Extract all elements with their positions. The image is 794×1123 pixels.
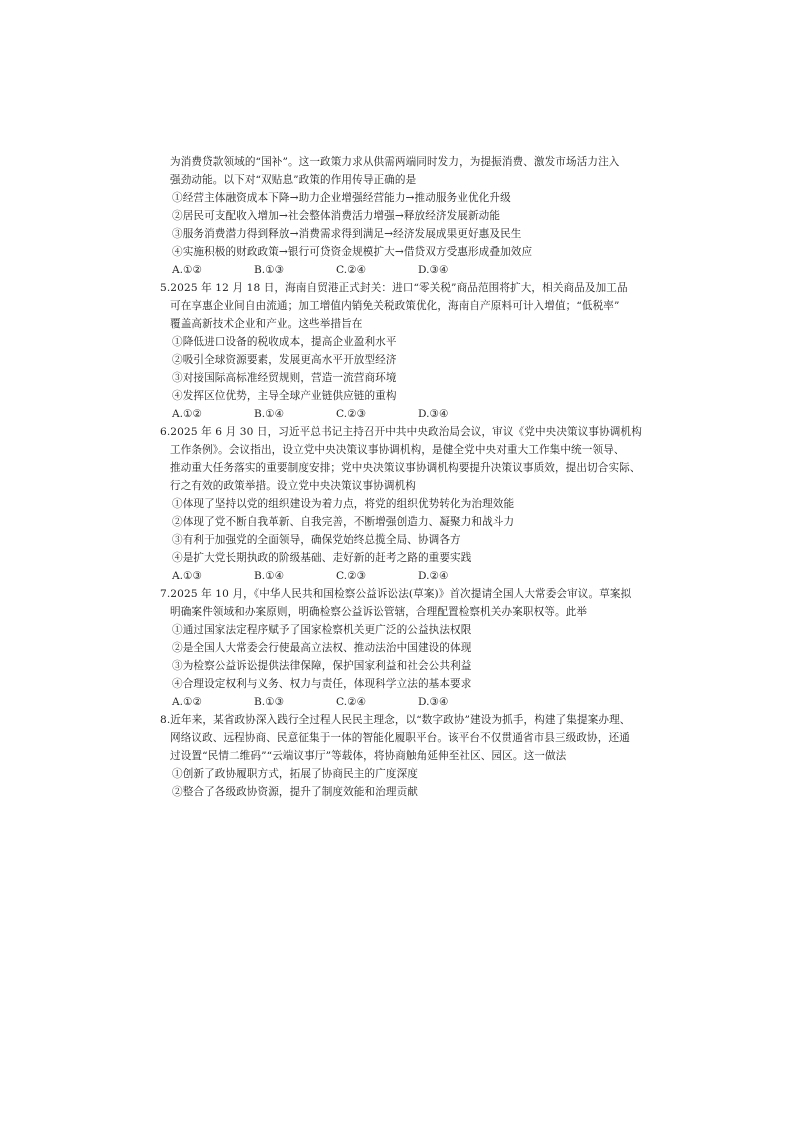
q5-option: ④发挥区位优势，主导全球产业链供应链的重构 — [172, 390, 397, 402]
q7-stem-line: 7.2025 年 10 月，《中华人民共和国检察公益诉讼法(草案)》首次提请全国人大常委会审议。草案拟 — [160, 588, 632, 600]
q7-choice-a: A.①② — [172, 696, 203, 708]
q6-choice-c: C.②③ — [336, 570, 367, 582]
q6-choice-b: B.①④ — [254, 570, 285, 582]
q7-stem-line: 明确案件领域和办案原则，明确检察公益诉讼管辖，合理配置检察机关办案职权等。此举 — [170, 606, 588, 618]
q5-choice-d: D.③④ — [418, 408, 449, 420]
q6-option: ④是扩大党长期执政的阶级基础、走好新的赶考之路的重要实践 — [172, 552, 472, 564]
q4-choice-c: C.②④ — [336, 264, 367, 276]
q6-option: ③有利于加强党的全面领导，确保党始终总揽全局、协调各方 — [172, 534, 461, 546]
q4-option: ④实施积极的财政政策→银行可贷资金规模扩大→借贷双方受惠形成叠加效应 — [172, 246, 533, 258]
q5-option: ③对接国际高标准经贸规则，营造一流营商环境 — [172, 372, 397, 384]
q4-stem-line: 强劲动能。以下对“双贴息”政策的作用传导正确的是 — [170, 174, 417, 186]
q7-option: ①通过国家法定程序赋予了国家检察机关更广泛的公益执法权限 — [172, 624, 472, 636]
q5-choice-a: A.①② — [172, 408, 203, 420]
q7-choice-c: C.②④ — [336, 696, 367, 708]
q4-choices — [172, 261, 670, 279]
q4-choice-a: A.①② — [172, 264, 203, 276]
q7-option: ④合理设定权利与义务、权力与责任，体现科学立法的基本要求 — [172, 678, 472, 690]
q4-stem-line: 为消费贷款领域的“国补”。这一政策力求从供需两端同时发力，为提振消费、激发市场活力注入 — [170, 156, 620, 168]
page-content — [160, 153, 670, 801]
question-4 — [170, 153, 670, 279]
q6-option: ②体现了党不断自我革新、自我完善，不断增强创造力、凝聚力和战斗力 — [172, 516, 515, 528]
q6-choice-a: A.①③ — [172, 570, 203, 582]
q7-option: ③为检察公益诉讼提供法律保障，保护国家利益和社会公共利益 — [172, 660, 472, 672]
q5-stem-line: 5.2025 年 12 月 18 日，海南自贸港正式封关：进口“零关税”商品范围将扩大，相关商品及加工品 — [160, 282, 628, 294]
q7-choice-b: B.①③ — [254, 696, 285, 708]
question-8 — [160, 711, 670, 801]
q8-stem-line: 过设置“民情二维码”“云端议事厅”等载体，将协商触角延伸至社区、园区。这一做法 — [170, 750, 567, 762]
q5-option: ②吸引全球资源要素，发展更高水平开放型经济 — [172, 354, 397, 366]
q4-option: ①经营主体融资成本下降→助力企业增强经营能力→推动服务业优化升级 — [172, 192, 511, 204]
q4-choice-d: D.③④ — [418, 264, 449, 276]
question-7 — [160, 585, 670, 711]
question-5 — [160, 279, 670, 423]
q7-option: ②是全国人大常委会行使最高立法权、推动法治中国建设的体现 — [172, 642, 472, 654]
q5-choices — [172, 405, 670, 423]
q6-option: ①体现了坚持以党的组织建设为着力点，将党的组织优势转化为治理效能 — [172, 498, 515, 510]
q6-choices — [172, 567, 670, 585]
q6-stem-line: 行之有效的政策举措。设立党中央决策议事协调机构 — [170, 480, 416, 492]
q4-option: ③服务消费潜力得到释放→消费需求得到满足→经济发展成果更好惠及民生 — [172, 228, 522, 240]
question-6 — [160, 423, 670, 585]
q5-stem-line: 可在享惠企业间自由流通；加工增值内销免关税政策优化，海南自产原料可计入增值；“低税率” — [170, 300, 620, 312]
q6-stem-line: 推动重大任务落实的重要制度安排；党中央决策议事协调机构要提升决策议事质效，提出切合实际、 — [170, 462, 641, 474]
q7-choices — [172, 693, 670, 711]
q4-choice-b: B.①③ — [254, 264, 285, 276]
q8-option: ②整合了各级政协资源，提升了制度效能和治理贡献 — [172, 786, 418, 798]
q8-stem-line: 8.近年来，某省政协深入践行全过程人民民主理念，以“数字政协”建设为抓手，构建了集提案办理、 — [160, 714, 631, 726]
q6-stem-line: 6.2025 年 6 月 30 日，习近平总书记主持召开中共中央政治局会议，审议《党中央决策议事协调机构 — [160, 426, 642, 438]
q5-choice-b: B.①④ — [254, 408, 285, 420]
q5-stem-line: 覆盖高新技术企业和产业。这些举措旨在 — [170, 318, 363, 330]
q8-option: ①创新了政协履职方式，拓展了协商民主的广度深度 — [172, 768, 418, 780]
q8-stem-line: 网络议政、远程协商、民意征集于一体的智能化履职平台。该平台不仅贯通省市县三级政协，还通 — [170, 732, 630, 744]
q7-choice-d: D.③④ — [418, 696, 449, 708]
q4-option: ②居民可支配收入增加→社会整体消费活力增强→释放经济发展新动能 — [172, 210, 501, 222]
q6-stem-line: 工作条例》。会议指出，设立党中央决策议事协调机构，是健全党中央对重大工作集中统一领导、 — [170, 444, 625, 456]
q5-choice-c: C.②③ — [336, 408, 367, 420]
q5-option: ①降低进口设备的税收成本，提高企业盈利水平 — [172, 336, 397, 348]
q6-choice-d: D.②④ — [418, 570, 449, 582]
